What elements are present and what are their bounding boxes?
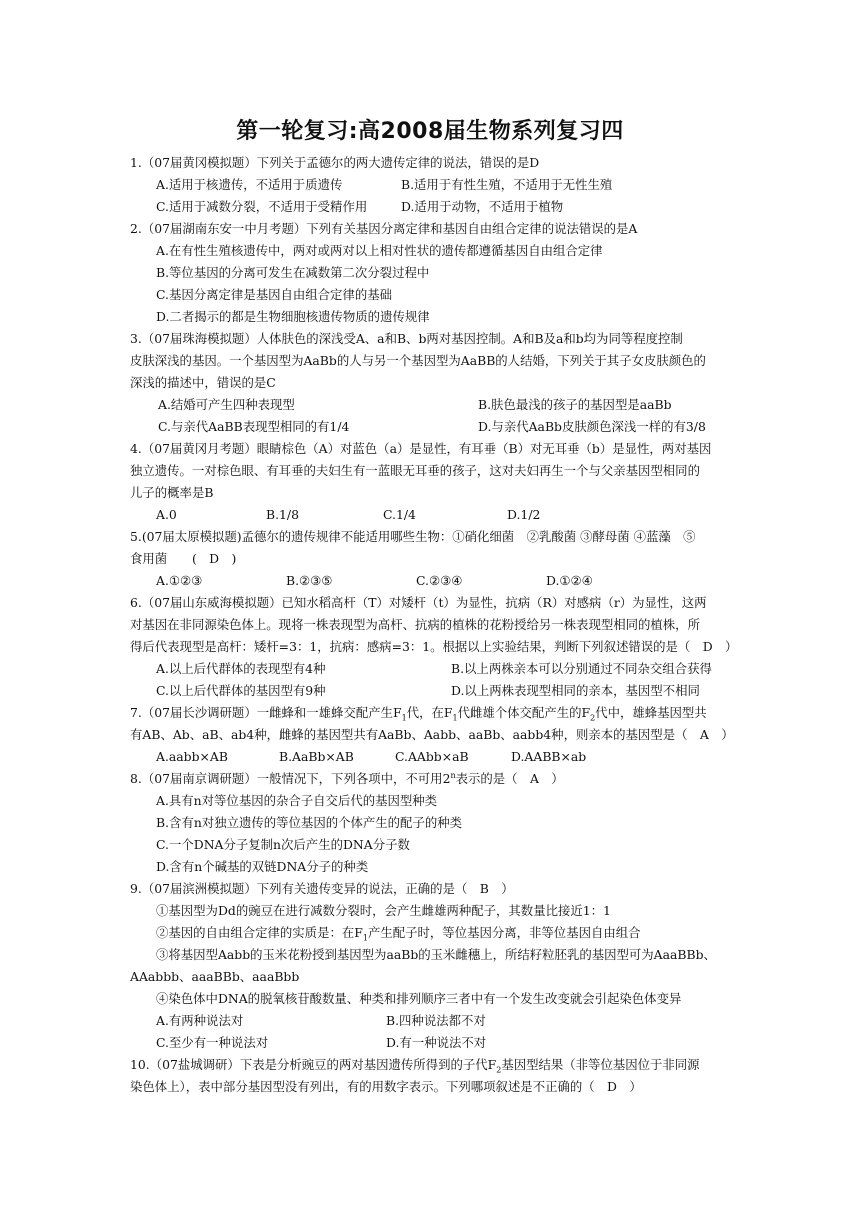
question-6-stem-line-3: 得后代表现型是高杆：矮杆=3：1，抗病：感病=3：1。根据以上实验结果，判断下列叙述错误的是（ D ） xyxy=(130,639,738,654)
question-5-option-b: B.②③⑤ xyxy=(286,573,333,588)
question-6-stem-line-2: 对基因在非同源染色体上。现将一株表现型为高杆、抗病的植株的花粉授给另一株表现型相同的植株，所 xyxy=(130,617,700,632)
question-7-subscript-2: 1 xyxy=(452,713,458,723)
question-9-statement-3: ③将基因型Aabb的玉米花粉授到基因型为aaBb的玉米雌穗上，所结籽粒胚乳的基因型可为AaaBBb、 xyxy=(156,947,716,962)
question-7-options-row xyxy=(130,746,730,768)
question-10-stem-part-1: 10.（07盐城调研）下表是分析豌豆的两对基因遗传所得到的子代F xyxy=(130,1057,497,1072)
question-2-option-d: D.二者揭示的都是生物细胞核遗传物质的遗传规律 xyxy=(156,309,430,324)
question-5-options-row xyxy=(130,570,730,592)
question-3-stem-line-3: 深浅的描述中，错误的是C xyxy=(130,375,276,390)
question-8-stem-part-1: 8.（07届南京调研题）一般情况下，下列各项中，不可用2 xyxy=(130,771,451,786)
question-8-option-b: B.含有n对独立遗传的等位基因的个体产生的配子的种类 xyxy=(156,815,463,830)
question-3-option-d: D.与亲代AaBb皮肤颜色深浅一样的有3/8 xyxy=(478,419,706,434)
question-7-subscript-1: 1 xyxy=(401,713,407,723)
question-9-option-b: B.四种说法都不对 xyxy=(386,1013,486,1028)
question-1-option-a: A.适用于核遗传，不适用于质遗传 xyxy=(156,177,343,192)
question-2-option-c: C.基因分离定律是基因自由组合定律的基础 xyxy=(156,287,393,302)
question-7-option-a: A.aabb×AB xyxy=(156,749,228,764)
question-7-stem-part-4: 代中，雄蜂基因型共 xyxy=(595,705,707,720)
question-3-stem-line-2: 皮肤深浅的基因。一个基因型为AaBb的人与另一个基因型为AaBB的人结婚，下列关于其子女皮肤颜色的 xyxy=(130,353,706,368)
question-9-statement-2-part-2: 产生配子时，等位基因分离，非等位基因自由组合 xyxy=(367,925,641,940)
question-10-stem-line-1 xyxy=(130,1054,730,1076)
question-9-options-row-1 xyxy=(130,1010,730,1032)
question-7-option-c: C.AAbb×aB xyxy=(395,749,469,764)
question-10-stem-part-2: 基因型结果（非等位基因位于非同源 xyxy=(501,1057,700,1072)
question-9-subscript: 1 xyxy=(362,933,368,943)
question-4-stem-line-3: 儿子的概率是B xyxy=(130,485,214,500)
question-7-subscript-3: 2 xyxy=(590,713,596,723)
question-8-stem xyxy=(130,768,730,790)
question-6-stem-line-1: 6.（07届山东威海模拟题）已知水稻高杆（T）对矮杆（t）为显性，抗病（R）对感病（r）为显性，这两 xyxy=(130,595,707,610)
question-3-option-c: C.与亲代AaBB表现型相同的有1/4 xyxy=(158,419,350,434)
question-4-option-c: C.1/4 xyxy=(383,507,416,522)
question-6-option-c: C.以上后代群体的基因型有9种 xyxy=(156,683,326,698)
question-1-option-b: B.适用于有性生殖，不适用于无性生殖 xyxy=(401,177,613,192)
question-9-statement-4: ④染色体中DNA的脱氧核苷酸数量、种类和排列顺序三者中有一个发生改变就会引起染色体变异 xyxy=(156,991,682,1006)
question-6-options-row-2 xyxy=(130,680,730,702)
question-8-option-c: C.一个DNA分子复制n次后产生的DNA分子数 xyxy=(156,837,410,852)
question-3-option-a: A.结婚可产生四种表现型 xyxy=(158,397,295,412)
question-1-options-row-1 xyxy=(130,174,730,196)
page-title: 第一轮复习:高2008届生物系列复习四 xyxy=(236,119,624,144)
question-5-option-d: D.①②④ xyxy=(546,573,593,588)
question-9-statement-2 xyxy=(130,922,730,944)
question-8-superscript: n xyxy=(450,770,456,780)
question-10-stem-line-2: 染色体上），表中部分基因型没有列出，有的用数字表示。下列哪项叙述是不正确的（ D ） xyxy=(130,1079,642,1094)
question-2-option-a: A.在有性生殖核遗传中，两对或两对以上相对性状的遗传都遵循基因自由组合定律 xyxy=(156,243,603,258)
question-3-options-row-2 xyxy=(130,416,730,438)
question-9-statement-2-part-1: ②基因的自由组合定律的实质是：在F xyxy=(156,925,363,940)
question-9-option-a: A.有两种说法对 xyxy=(156,1013,244,1028)
question-9-option-d: D.有一种说法不对 xyxy=(386,1035,487,1050)
question-4-option-b: B.1/8 xyxy=(266,507,299,522)
question-8-option-d: D.含有n个碱基的双链DNA分子的种类 xyxy=(156,859,369,874)
question-10-subscript: 2 xyxy=(496,1065,502,1075)
question-2-option-b: B.等位基因的分离可发生在减数第二次分裂过程中 xyxy=(156,265,430,280)
question-4-stem-line-1: 4.（07届黄冈月考题）眼睛棕色（A）对蓝色（a）是显性，有耳垂（B）对无耳垂（b）是显性，两对基因 xyxy=(130,441,712,456)
question-1-option-c: C.适用于减数分裂，不适用于受精作用 xyxy=(156,199,368,214)
question-7-stem-part-3: 代雌雄个体交配产生的F xyxy=(457,705,591,720)
question-3-option-b: B.肤色最浅的孩子的基因型是aaBb xyxy=(478,397,672,412)
question-3-options-row-1 xyxy=(130,394,730,416)
question-6-option-d: D.以上两株表现型相同的亲本，基因型不相同 xyxy=(451,683,700,698)
question-4-stem-line-2: 独立遗传。一对棕色眼、有耳垂的夫妇生有一蓝眼无耳垂的孩子，这对夫妇再生一个与父亲基因型相同的 xyxy=(130,463,700,478)
question-7-stem-part-2: 代，在F xyxy=(406,705,453,720)
question-5-option-a: A.①②③ xyxy=(156,573,203,588)
question-9-option-c: C.至少有一种说法对 xyxy=(156,1035,269,1050)
question-7-stem-line-2: 有AB、Ab、aB、ab4种，雌蜂的基因型共有AaBb、Aabb、aaBb、aabb4种，则亲本的基因型是（ A ） xyxy=(130,727,734,742)
question-1-options-row-2 xyxy=(130,196,730,218)
question-7-stem-line-1 xyxy=(130,702,730,724)
question-7-stem-part-1: 7.（07届长沙调研题）一雌蜂和一雄蜂交配产生F xyxy=(130,705,402,720)
question-5-stem-line-2: 食用菌 ( D ) xyxy=(130,551,237,566)
question-4-option-d: D.1/2 xyxy=(507,507,541,522)
question-list xyxy=(130,152,738,1098)
question-7-option-b: B.AaBb×AB xyxy=(279,749,354,764)
question-8-option-a: A.具有n对等位基因的杂合子自交后代的基因型种类 xyxy=(156,793,438,808)
question-9-stem: 9.（07届滨洲模拟题）下列有关遗传变异的说法，正确的是（ B ） xyxy=(130,881,514,896)
question-1-stem: 1.（07届黄冈模拟题）下列关于孟德尔的两大遗传定律的说法，错误的是D xyxy=(130,155,540,170)
question-6-option-a: A.以上后代群体的表现型有4种 xyxy=(156,661,326,676)
question-8-stem-part-2: 表示的是（ A ） xyxy=(455,771,564,786)
question-9-statement-3-cont: AAabbb、aaaBBb、aaaBbb xyxy=(130,969,300,984)
question-2-stem: 2.（07届湖南东安一中月考题）下列有关基因分离定律和基因自由组合定律的说法错误的是A xyxy=(130,221,638,236)
question-1-option-d: D.适用于动物，不适用于植物 xyxy=(401,199,564,214)
question-3-stem-line-1: 3.（07届珠海模拟题）人体肤色的深浅受A、a和B、b两对基因控制。A和B及a和b均为同等程度控制 xyxy=(130,331,683,346)
question-6-option-b: B.以上两株亲本可以分别通过不同杂交组合获得 xyxy=(451,661,712,676)
question-4-option-a: A.0 xyxy=(156,507,177,522)
question-5-stem-line-1: 5.(07届太原模拟题)孟德尔的遗传规律不能适用哪些生物：①硝化细菌 ②乳酸菌 ③酵母菌 ④蓝藻 ⑤ xyxy=(130,529,696,544)
question-9-statement-1: ①基因型为Dd的豌豆在进行减数分裂时，会产生雌雄两种配子，其数量比接近1：1 xyxy=(156,903,611,918)
question-7-option-d: D.AABB×ab xyxy=(511,749,587,764)
question-9-options-row-2 xyxy=(130,1032,730,1054)
question-5-option-c: C.②③④ xyxy=(416,573,463,588)
question-6-options-row-1 xyxy=(130,658,730,680)
question-4-options-row xyxy=(130,504,730,526)
